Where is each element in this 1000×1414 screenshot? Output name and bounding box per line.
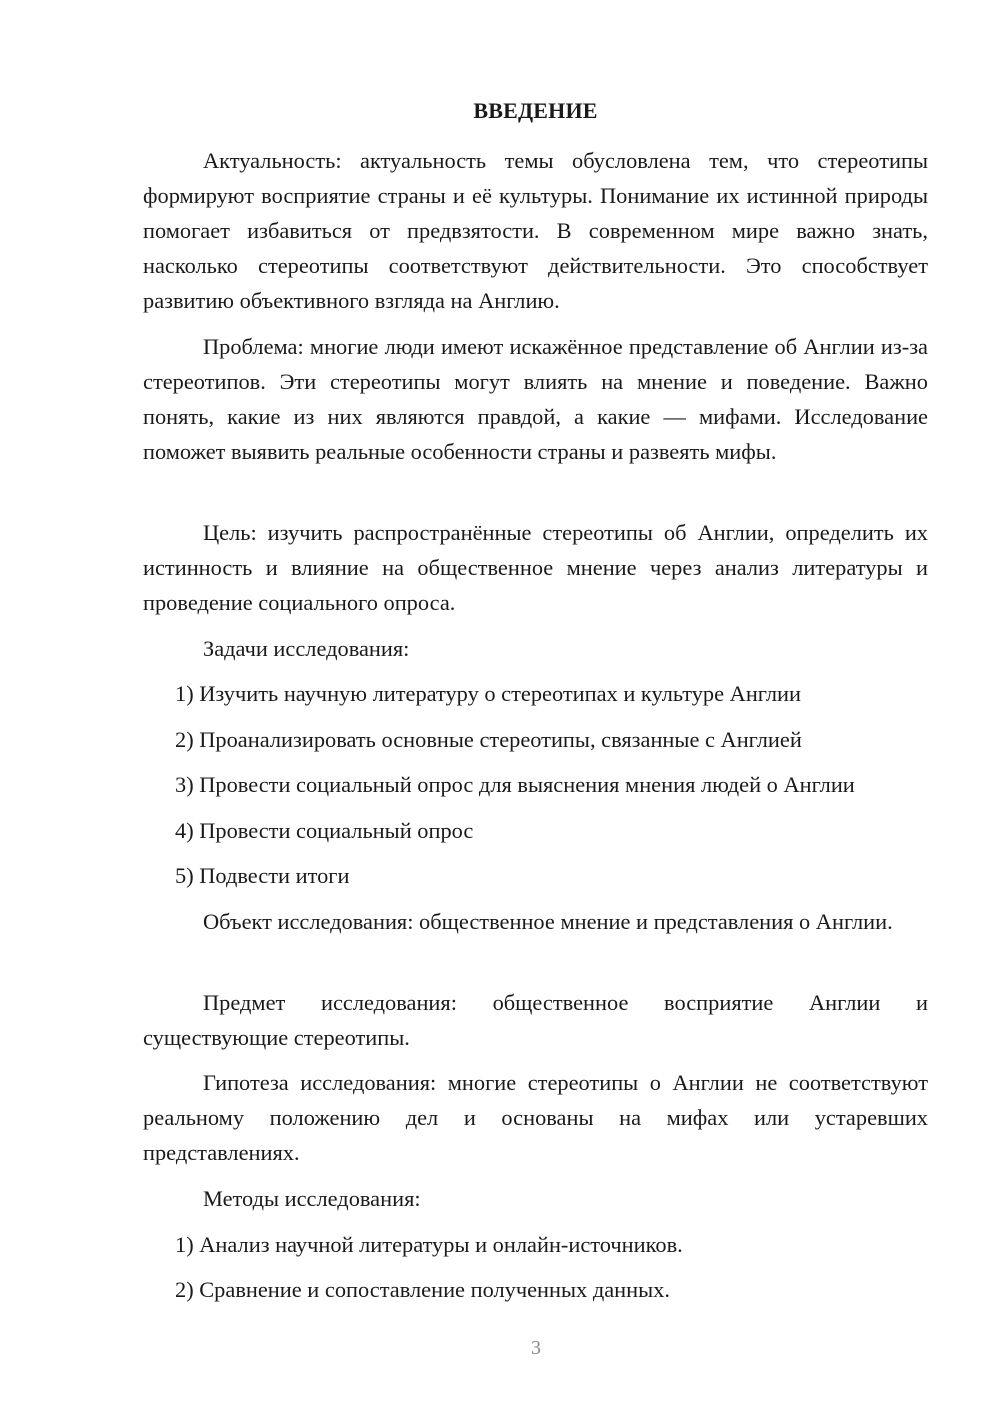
tasks-heading: Задачи исследования: [203,636,410,661]
goal-paragraph: Цель: изучить распространённые стереотипы об Англии, определить их истинность и влияние на общественное мнение через анализ литературы и проведение социального опроса. [143,520,928,615]
task-item-5: 5) Подвести итоги [175,863,350,888]
problem-paragraph: Проблема: многие люди имеют искажённое представление об Англии из-за стереотипов. Эти стереотипы могут влиять на мнение и поведение. Важно понять, какие из них являются правдой, а какие — мифами. Исследование поможет выявить реальные особенности страны и развеять мифы. [143,334,928,464]
task-item-1: 1) Изучить научную литературу о стереотипах и культуре Англии [175,681,801,706]
page-title: ВВЕДЕНИЕ [473,98,598,123]
page-number: 3 [531,1337,541,1359]
methods-heading: Методы исследования: [203,1186,421,1211]
task-item-3: 3) Провести социальный опрос для выяснения мнения людей о Англии [175,772,855,797]
subject-paragraph: Предмет исследования: общественное восприятие Англии и существующие стереотипы. [143,990,928,1050]
method-item-1: 1) Анализ научной литературы и онлайн-источников. [175,1232,683,1257]
method-item-2: 2) Сравнение и сопоставление полученных данных. [175,1277,670,1302]
hypothesis-paragraph: Гипотеза исследования: многие стереотипы о Англии не соответствуют реальному положению дел и основаны на мифах или устаревших представлениях. [143,1070,928,1165]
task-item-2: 2) Проанализировать основные стереотипы, связанные с Англией [175,727,802,752]
object-paragraph: Объект исследования: общественное мнение и представления о Англии. [203,909,893,934]
task-item-4: 4) Провести социальный опрос [175,818,474,843]
relevance-paragraph: Актуальность: актуальность темы обусловлена тем, что стереотипы формируют восприятие страны и её культуры. Понимание их истинной природы помогает избавиться от предвзятости. В современном мире важно знать, насколько стереотипы соответствуют действительности. Это способствует развитию объективного взгляда на Англию. [143,148,928,313]
